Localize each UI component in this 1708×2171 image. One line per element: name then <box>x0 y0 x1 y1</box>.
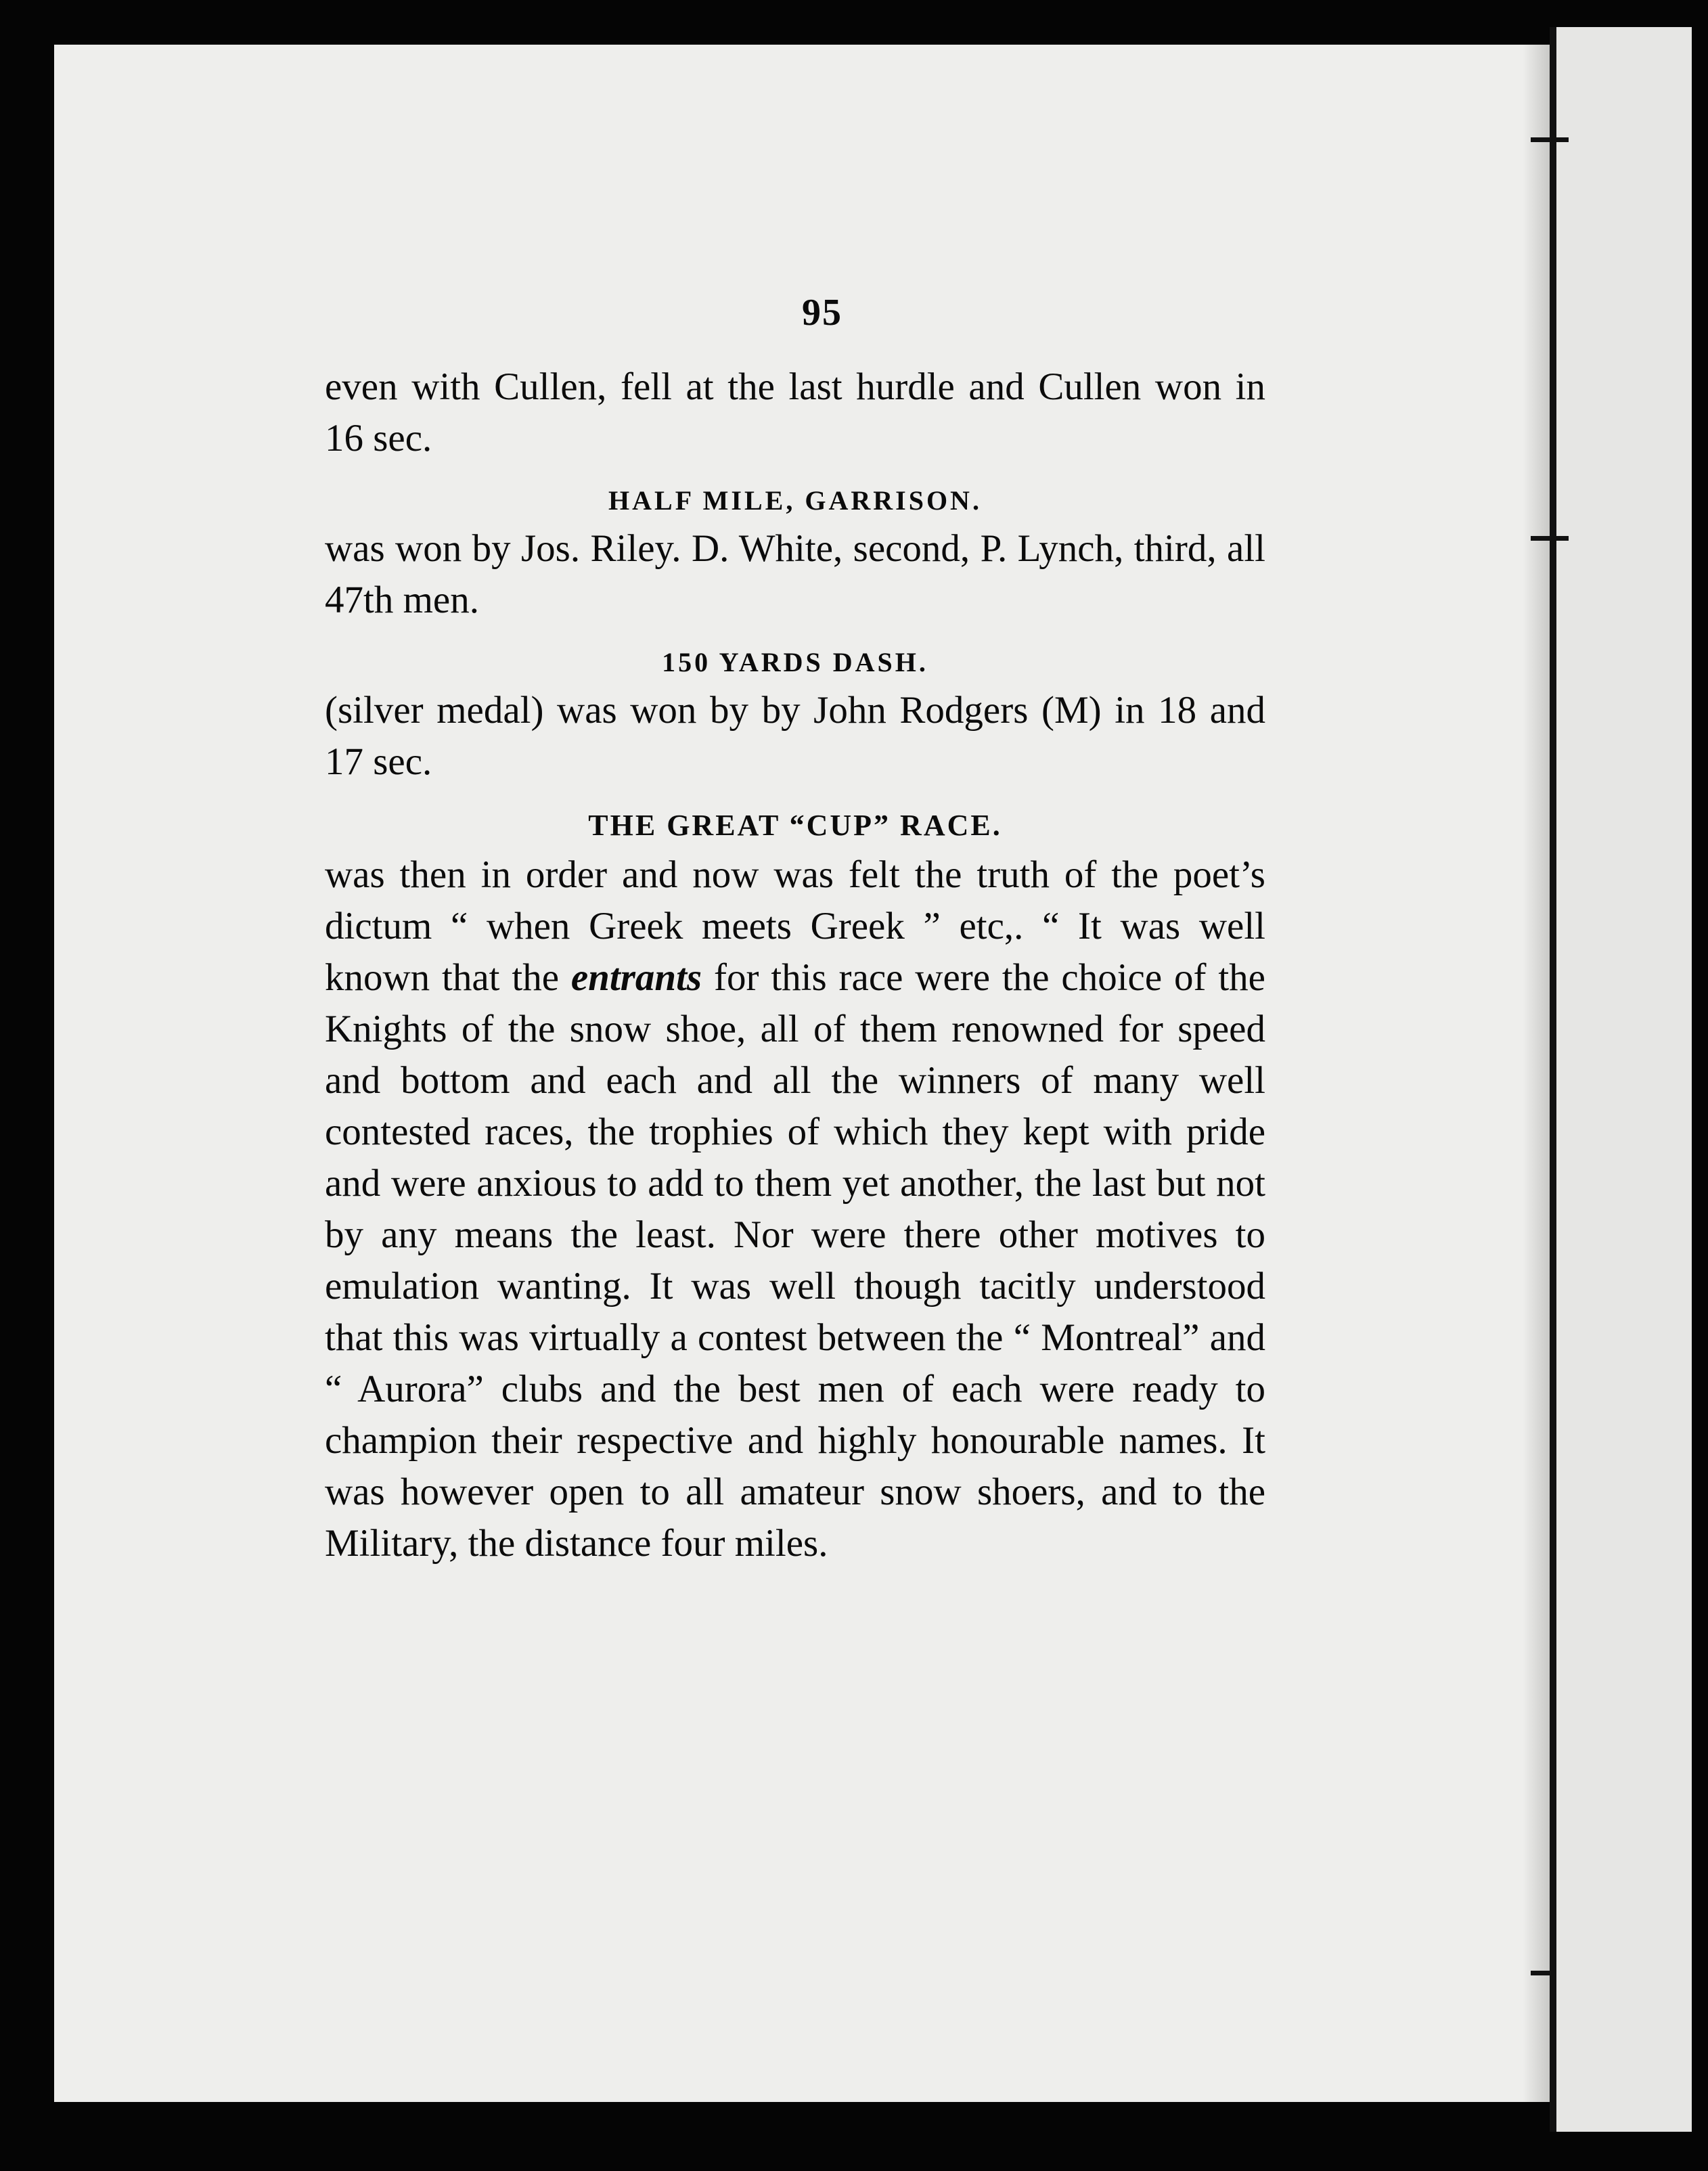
gutter-shadow <box>1523 45 1550 2102</box>
paragraph-cup-race <box>325 849 1265 1569</box>
binding-mark <box>1531 536 1569 541</box>
paragraph-hurdle-result: even with Cullen, fell at the last hurdle and Cullen won in 16 sec. <box>325 365 1265 460</box>
facing-page-edge <box>1550 27 1692 2132</box>
paragraph-half-mile-result: was won by Jos. Riley. D. White, second, P. Lynch, third, all 47th men. <box>325 527 1265 621</box>
page-number: 95 <box>802 292 842 334</box>
heading-150-yards: 150 YARDS DASH. <box>662 647 928 677</box>
heading-half-mile: HALF MILE, GARRISON. <box>608 485 982 516</box>
binding-mark <box>1531 1971 1551 1975</box>
heading-great-cup-race: THE GREAT “CUP” RACE. <box>588 809 1002 842</box>
binding-mark <box>1531 137 1569 142</box>
cup-race-text-start: was then in order and now was felt the truth of the poet’s dictum “ when Greek meets Greek ” etc,. “ It was well known that the <box>325 853 1265 999</box>
page-content <box>325 291 1265 1569</box>
paragraph-150-yards-result: (silver medal) was won by by John Rodgers (M) in 18 and 17 sec. <box>325 689 1265 783</box>
cup-race-text-end: for this race were the choice of the Knights of the snow shoe, all of them renowned for speed and bottom and each and all the winners of many well contested races, the trophies of which they kept with pride and were anxious to add to them yet another, the last but not by any means the least. Nor were there other motives to emulation wanting. It was well though tacitly understood that this was virtually a contest between the “ Montreal” and “ Aurora” clubs and the best men of each were ready to champion their respective and highly honourable names. It was however open to all amateur snow shoers, and to the Military, the distance four miles. <box>325 956 1265 1565</box>
cup-race-italic-word: entrants <box>570 956 702 999</box>
